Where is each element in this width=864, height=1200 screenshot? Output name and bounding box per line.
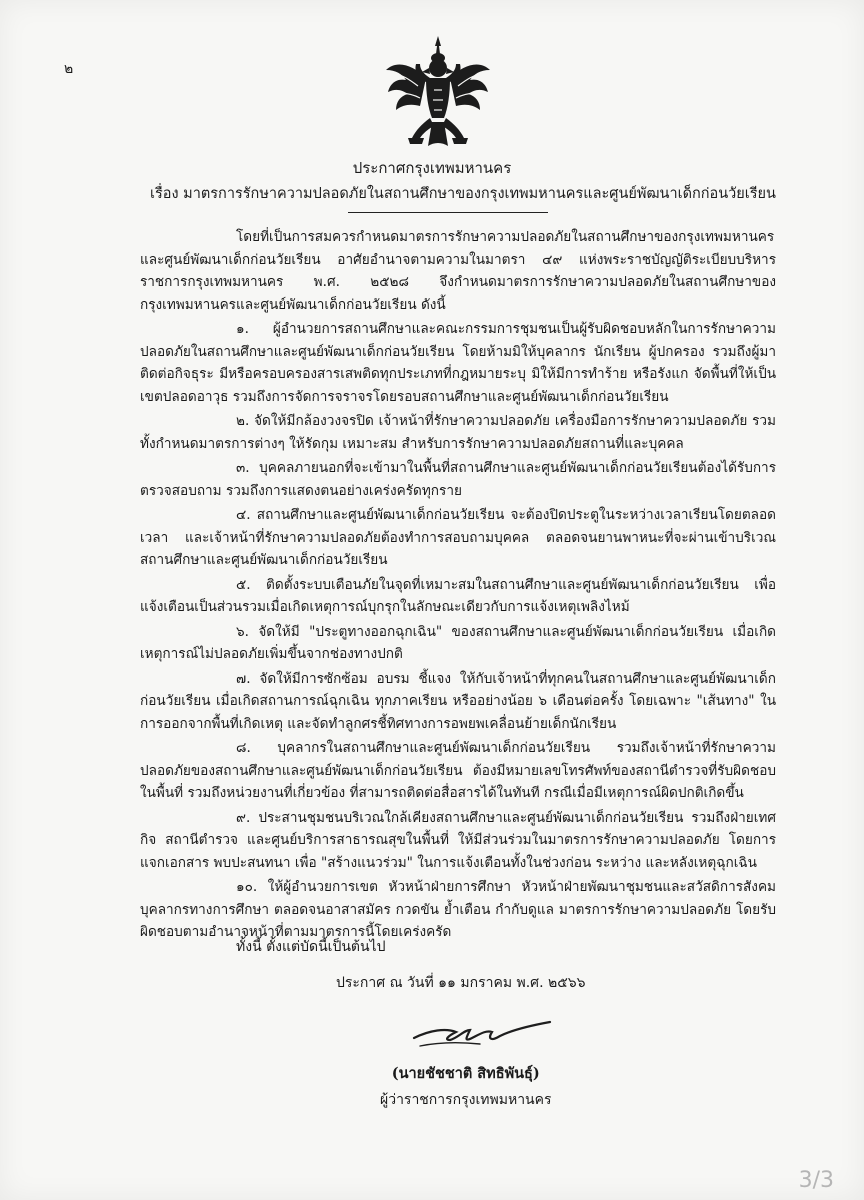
title-divider bbox=[348, 212, 548, 213]
clause-4: ๔. สถานศึกษาและศูนย์พัฒนาเด็กก่อนวัยเรียน จะต้องปิดประตูในระหว่างเวลาเรียนโดยตลอดเวลา และเจ้าหน้าที่รักษาความปลอดภัยต้องทำการสอบถามบุคคล ตลอดจนยานพาหนะที่จะผ่านเข้าบริเวณสถานศึกษาและศูนย์พัฒนาเด็กก่อนวัยเรียน bbox=[140, 507, 776, 568]
clause-3: ๓. บุคคลภายนอกที่จะเข้ามาในพื้นที่สถานศึกษาและศูนย์พัฒนาเด็กก่อนวัยเรียนต้องได้รับการตรวจสอบถาม รวมถึงการแสดงตนอย่างเคร่งครัดทุกราย bbox=[140, 460, 776, 499]
clause-2: ๒. จัดให้มีกล้องวงจรปิด เจ้าหน้าที่รักษาความปลอดภัย เครื่องมือการรักษาความปลอดภัย รวมทั้งกำหนดมาตรการต่างๆ ให้รัดกุม เหมาะสม สำหรับการรักษาความปลอดภัยสถานที่และบุคคล bbox=[140, 413, 776, 452]
document-title: ประกาศกรุงเทพมหานคร bbox=[352, 159, 512, 177]
document-body bbox=[140, 226, 776, 946]
clause-9: ๙. ประสานชุมชนบริเวณใกล้เคียงสถานศึกษาและศูนย์พัฒนาเด็กก่อนวัยเรียน รวมถึงฝ่ายเทศกิจ สถานีตำรวจ และศูนย์บริการสาธารณสุขในพื้นที่ ให้มีส่วนร่วมในมาตรการรักษาความปลอดภัย โดยการแจกเอกสาร พบปะสนทนา เพื่อ "สร้างแนวร่วม" ในการแจ้งเตือนทั้งในช่วงก่อน ระหว่าง และหลังเหตุฉุกเฉิน bbox=[140, 809, 776, 871]
clause-8: ๘. บุคลากรในสถานศึกษาและศูนย์พัฒนาเด็กก่อนวัยเรียน รวมถึงเจ้าหน้าที่รักษาความปลอดภัยของสถานศึกษาและศูนย์พัฒนาเด็กก่อนวัยเรียน ต้องมีหมายเลขโทรศัพท์ของสถานีตำรวจที่รับผิดชอบในพื้นที่ รวมถึงหน่วยงานที่เกี่ยวข้อง ที่สามารถติดต่อสื่อสารได้ในทันที กรณีเมื่อมีเหตุการณ์ผิดปกติเกิดขึ้น bbox=[140, 740, 776, 801]
clause-6: ๖. จัดให้มี "ประตูทางออกฉุกเฉิน" ของสถานศึกษาและศูนย์พัฒนาเด็กก่อนวัยเรียน เมื่อเกิดเหตุการณ์ไม่ปลอดภัยเพิ่มขึ้นจากช่องทางปกติ bbox=[140, 623, 776, 662]
signature-block bbox=[380, 1062, 552, 1111]
clause-1: ๑. ผู้อำนวยการสถานศึกษาและคณะกรรมการชุมชนเป็นผู้รับผิดชอบหลักในการรักษาความปลอดภัยในสถานศึกษาและศูนย์พัฒนาเด็กก่อนวัยเรียน โดยห้ามมิให้บุคลากร นักเรียน ผู้ปกครอง รวมถึงผู้มาติดต่อกิจธุระ มีหรือครอบครองสารเสพติดทุกประเภทที่กฎหมายระบุ มิให้มีการทำร้าย หรือรังแก จัดพื้นที่ให้เป็นเขตปลอดอาวุธ รวมถึงการจัดการจราจรโดยรอบสถานศึกษาและศูนย์พัฒนาเด็กก่อนวัยเรียน bbox=[140, 321, 776, 405]
clause-7: ๗. จัดให้มีการซักซ้อม อบรม ชี้แจง ให้กับเจ้าหน้าที่ทุกคนในสถานศึกษาและศูนย์พัฒนาเด็กก่อนวัยเรียน เมื่อเกิดสถานการณ์ฉุกเฉิน ทุกภาคเรียน หรืออย่างน้อย ๖ เดือนต่อครั้ง โดยเฉพาะ "เส้นทาง" ในการออกจากพื้นที่เกิดเหตุ และจัดทำลูกศรชี้ทิศทางการอพยพเคลื่อนย้ายเด็กนักเรียน bbox=[140, 670, 776, 732]
clause-5: ๕. ติดตั้งระบบเตือนภัยในจุดที่เหมาะสมในสถานศึกษาและศูนย์พัฒนาเด็กก่อนวัยเรียน เพื่อแจ้งเตือนเป็นส่วนรวมเมื่อเกิดเหตุการณ์บุกรุกในลักษณะเดียวกับการแจ้งเหตุเพลิงไหม้ bbox=[140, 576, 776, 615]
signer-name: (นายชัชชาติ สิทธิพันธุ์) bbox=[391, 1065, 540, 1082]
preamble-paragraph: โดยที่เป็นการสมควรกำหนดมาตรการรักษาความปลอดภัยในสถานศึกษาของกรุงเทพมหานครและศูนย์พัฒนาเด็กก่อนวัยเรียน อาศัยอำนาจตามความในมาตรา ๔๙ แห่งพระราชบัญญัติระเบียบบริหารราชการกรุงเทพมหานคร พ.ศ. ๒๕๒๘ จึงกำหนดมาตรการรักษาความปลอดภัยในสถานศึกษาของกรุงเทพมหานครและศูนย์พัฒนาเด็กก่อนวัยเรียน ดังนี้ bbox=[140, 229, 776, 313]
announcement-date: ประกาศ ณ วันที่ ๑๑ มกราคม พ.ศ. ๒๕๖๖ bbox=[336, 975, 586, 991]
page-mark: ๒ bbox=[64, 61, 74, 77]
garuda-emblem-icon bbox=[382, 34, 494, 152]
clause-10: ๑๐. ให้ผู้อำนวยการเขต หัวหน้าฝ่ายการศึกษา หัวหน้าฝ่ายพัฒนาชุมชนและสวัสดิการสังคม บุคลากรทางการศึกษา ตลอดจนอาสาสมัคร กวดขัน ย้ำเตือน กำกับดูแล มาตรการรักษาความปลอดภัย โดยรับผิดชอบตามอำนาจหน้าที่ตามมาตรการนี้โดยเคร่งครัด bbox=[140, 879, 776, 940]
signer-position: ผู้ว่าราชการกรุงเทพมหานคร bbox=[380, 1092, 552, 1108]
closing-line: ทั้งนี้ ตั้งแต่บัดนี้เป็นต้นไป bbox=[236, 939, 386, 955]
handwritten-signature bbox=[400, 1008, 560, 1058]
document-subject: เรื่อง มาตรการรักษาความปลอดภัยในสถานศึกษาของกรุงเทพมหานครและศูนย์พัฒนาเด็กก่อนวัยเรียน bbox=[150, 186, 776, 202]
page-indicator: 3/3 bbox=[798, 1168, 834, 1193]
